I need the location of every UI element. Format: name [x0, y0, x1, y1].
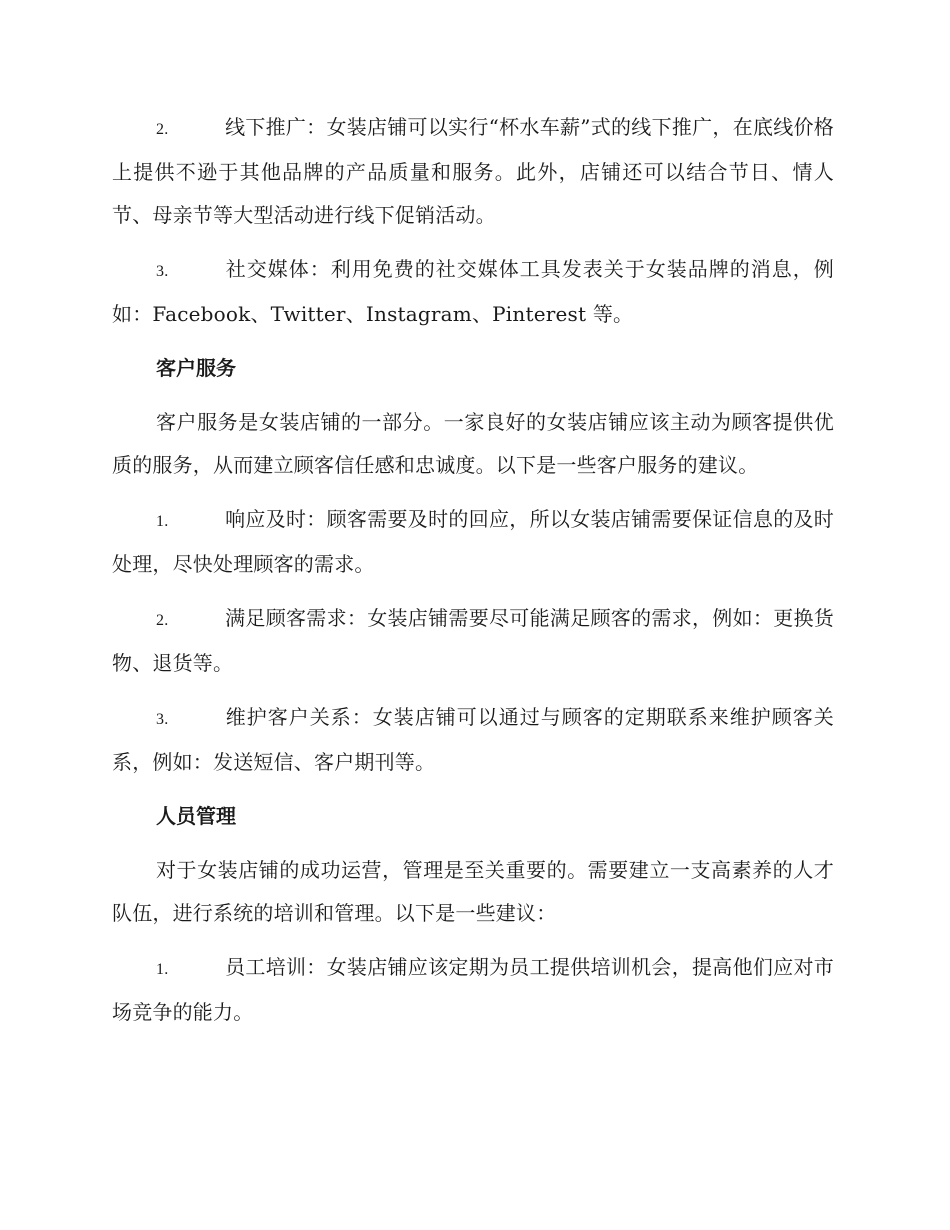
- list-text: 满足顾客需求：女装店铺需要尽可能满足顾客的需求，例如：更换货物、退货等。: [112, 606, 834, 675]
- list-text: 员工培训：女装店铺应该定期为员工提供培训机会，提高他们应对市场竞争的能力。: [112, 955, 834, 1024]
- list-number: 1.: [156, 513, 169, 530]
- list-text: 线下推广：女装店铺可以实行“杯水车薪”式的线下推广，在底线价格上提供不逊于其他品牌的产品质量和服务。此外，店铺还可以结合节日、情人节、母亲节等大型活动进行线下促销活动。: [112, 115, 834, 227]
- list-number: 3.: [156, 711, 169, 728]
- section-intro-customer-service: 客户服务是女装店铺的一部分。一家良好的女装店铺应该主动为顾客提供优质的服务，从而建立顾客信任感和忠诚度。以下是一些客户服务的建议。: [112, 410, 834, 477]
- section-intro-personnel: 对于女装店铺的成功运营，管理是至关重要的。需要建立一支高素养的人才队伍，进行系统的培训和管理。以下是一些建议：: [112, 858, 834, 925]
- list-item: [112, 946, 834, 1034]
- section-heading-personnel: 人员管理: [156, 804, 236, 828]
- list-item: [112, 597, 834, 685]
- list-number: 2.: [156, 612, 169, 629]
- list-text: 维护客户关系：女装店铺可以通过与顾客的定期联系来维护顾客关系，例如：发送短信、客户期刊等。: [112, 705, 834, 774]
- list-text: 社交媒体：利用免费的社交媒体工具发表关于女装品牌的消息，例如：Facebook、Twitter、Instagram、Pinterest 等。: [112, 257, 834, 326]
- list-item: [112, 498, 834, 586]
- list-item: [112, 248, 834, 336]
- list-item: [112, 106, 834, 237]
- list-item: [112, 696, 834, 784]
- list-text: 响应及时：顾客需要及时的回应，所以女装店铺需要保证信息的及时处理，尽快处理顾客的需求。: [112, 507, 834, 576]
- list-number: 1.: [156, 961, 169, 978]
- document-body: [112, 106, 834, 1045]
- list-number: 2.: [156, 121, 169, 138]
- list-number: 3.: [156, 263, 169, 280]
- section-heading-customer-service: 客户服务: [156, 356, 236, 380]
